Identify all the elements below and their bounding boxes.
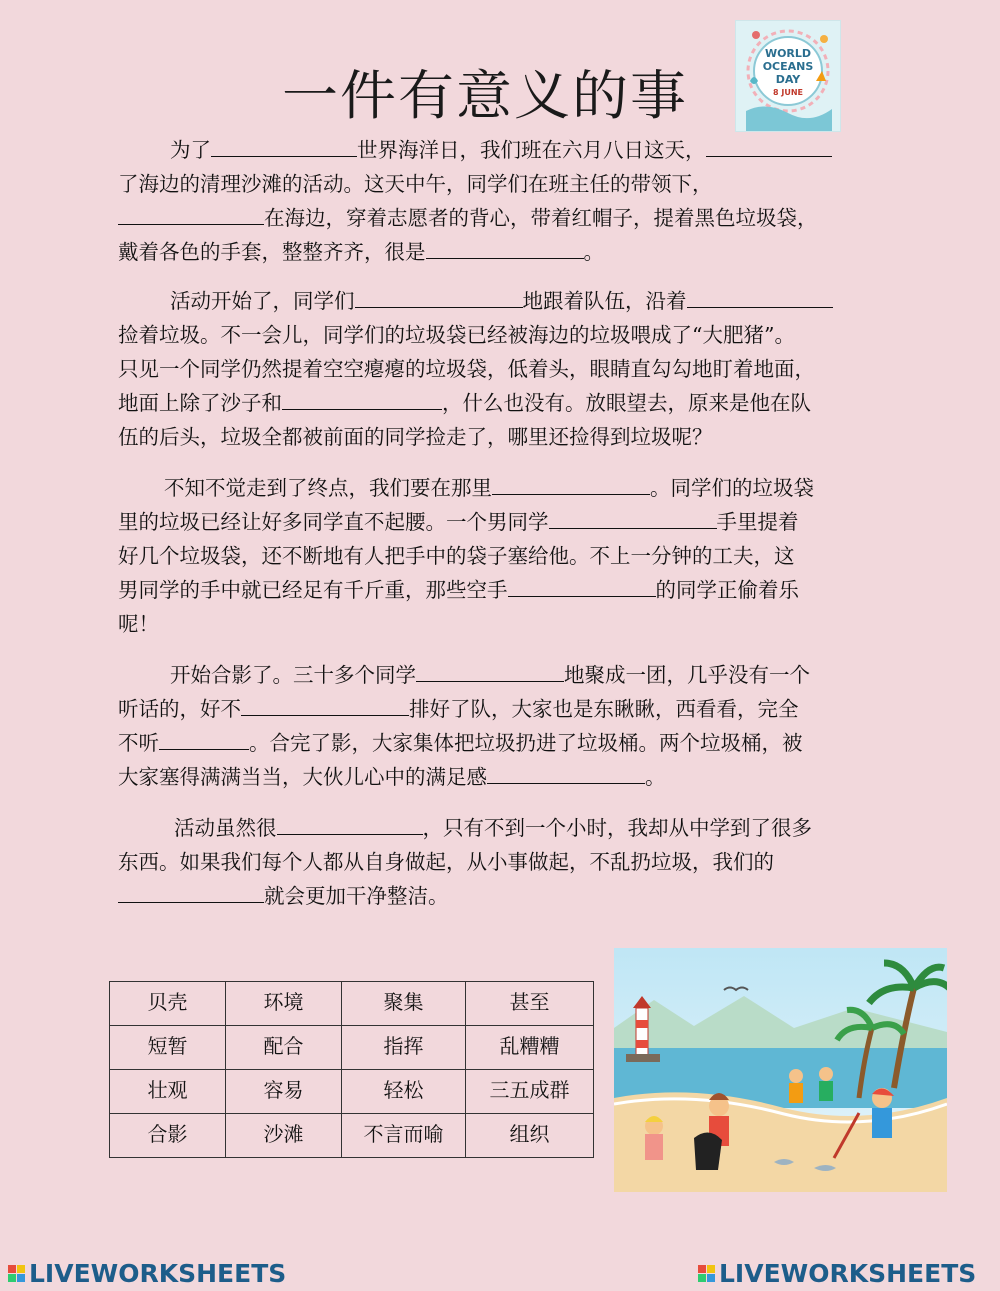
badge-line-world: WORLD <box>764 47 812 60</box>
text: 戴着各色的手套，整整齐齐，很是 <box>118 240 426 264</box>
blank-2[interactable] <box>706 136 832 157</box>
word-cell: 指挥 <box>342 1026 466 1070</box>
blank-11[interactable] <box>416 661 564 682</box>
word-cell: 轻松 <box>342 1070 466 1114</box>
text: 不听 <box>118 731 159 755</box>
paragraph-2 <box>118 284 898 454</box>
table-row <box>110 1026 594 1070</box>
word-cell: 不言而喻 <box>342 1114 466 1158</box>
text: 地聚成一团，几乎没有一个 <box>564 663 810 687</box>
blank-15[interactable] <box>277 814 423 835</box>
text: 的同学正偷着乐 <box>655 578 799 602</box>
text: 东西。如果我们每个人都从自身做起，从小事做起，不乱扔垃圾，我们的 <box>118 850 774 874</box>
text: 为了 <box>170 138 211 162</box>
blank-14[interactable] <box>487 763 645 784</box>
text: 里的垃圾已经让好多同学直不起腰。一个男同学 <box>118 510 549 534</box>
text: 好几个垃圾袋，还不断地有人把手中的袋子塞给他。不上一分钟的工夫，这 <box>118 544 795 568</box>
blank-3[interactable] <box>118 204 264 225</box>
text: 排好了队，大家也是东瞅瞅，西看看，完全 <box>409 697 799 721</box>
word-cell: 沙滩 <box>226 1114 342 1158</box>
worksheet-title: 一件有意义的事 <box>282 65 688 128</box>
paragraph-3 <box>118 471 898 641</box>
text: 大家塞得满满当当，大伙儿心中的满足感 <box>118 765 487 789</box>
badge-text <box>736 47 840 99</box>
word-cell: 合影 <box>110 1114 226 1158</box>
word-cell: 甚至 <box>466 982 594 1026</box>
blank-6[interactable] <box>687 287 833 308</box>
blank-1[interactable] <box>211 136 357 157</box>
word-cell: 贝壳 <box>110 982 226 1026</box>
text: 地跟着队伍，沿着 <box>522 289 687 313</box>
word-cell: 乱糟糟 <box>466 1026 594 1070</box>
text: 。 <box>583 240 604 264</box>
text: 就会更加干净整洁。 <box>264 884 449 908</box>
badge-line-day: DAY <box>775 73 801 86</box>
logo-mark-icon <box>698 1265 715 1282</box>
text: 活动虽然很 <box>174 816 277 840</box>
word-cell: 短暂 <box>110 1026 226 1070</box>
world-oceans-day-badge <box>735 20 841 132</box>
blank-12[interactable] <box>241 695 409 716</box>
beach-cleanup-illustration <box>614 948 947 1192</box>
word-cell: 聚集 <box>342 982 466 1026</box>
text: 伍的后头，垃圾全都被前面的同学捡走了，哪里还捡得到垃圾呢？ <box>118 425 713 449</box>
word-cell: 容易 <box>226 1070 342 1114</box>
word-bank-table <box>109 981 594 1158</box>
blank-7[interactable] <box>282 389 442 410</box>
blank-10[interactable] <box>508 576 656 597</box>
word-cell: 组织 <box>466 1114 594 1158</box>
text: 捡着垃圾。不一会儿，同学们的垃圾袋已经被海边的垃圾喂成了“大肥猪”。 <box>118 323 795 347</box>
word-cell: 配合 <box>226 1026 342 1070</box>
paragraph-5 <box>118 811 898 913</box>
blank-16[interactable] <box>118 882 264 903</box>
text: 地面上除了沙子和 <box>118 391 282 415</box>
logo-text: LIVEWORKSHEETS <box>29 1258 287 1288</box>
liveworksheets-logo-left <box>8 1258 286 1288</box>
text: 世界海洋日，我们班在六月八日这天， <box>357 138 706 162</box>
liveworksheets-logo-right <box>698 1258 976 1288</box>
text: 男同学的手中就已经足有千斤重，那些空手 <box>118 578 508 602</box>
text: 了海边的清理沙滩的活动。这天中午，同学们在班主任的带领下， <box>118 172 713 196</box>
text: 呢！ <box>118 612 159 636</box>
table-row <box>110 982 594 1026</box>
badge-line-oceans: OCEANS <box>762 60 814 73</box>
text: 。同学们的垃圾袋 <box>650 476 814 500</box>
badge-line-date: 8 JUNE <box>773 88 803 97</box>
text: 听话的，好不 <box>118 697 241 721</box>
text: 手里提着 <box>716 510 799 534</box>
text: 不知不觉走到了终点，我们要在那里 <box>164 476 492 500</box>
table-row <box>110 1114 594 1158</box>
blank-4[interactable] <box>426 238 584 259</box>
word-cell: 环境 <box>226 982 342 1026</box>
blank-8[interactable] <box>492 474 650 495</box>
logo-mark-icon <box>8 1265 25 1282</box>
text: 在海边，穿着志愿者的背心，带着红帽子，提着黑色垃圾袋， <box>264 206 818 230</box>
text: 只见一个同学仍然提着空空瘪瘪的垃圾袋，低着头，眼睛直勾勾地盯着地面， <box>118 357 815 381</box>
word-cell: 三五成群 <box>466 1070 594 1114</box>
paragraph-4 <box>118 658 898 794</box>
text: ，什么也没有。放眼望去，原来是他在队 <box>442 391 811 415</box>
blank-9[interactable] <box>549 508 717 529</box>
blank-5[interactable] <box>355 287 523 308</box>
text: 。合完了影，大家集体把垃圾扔进了垃圾桶。两个垃圾桶，被 <box>249 731 803 755</box>
text: 活动开始了，同学们 <box>170 289 355 313</box>
blank-13[interactable] <box>159 729 249 750</box>
text: 开始合影了。三十多个同学 <box>170 663 416 687</box>
table-row <box>110 1070 594 1114</box>
text: 。 <box>645 765 666 789</box>
text: ，只有不到一个小时，我却从中学到了很多 <box>422 816 812 840</box>
logo-text: LIVEWORKSHEETS <box>719 1258 977 1288</box>
paragraph-1 <box>118 133 898 269</box>
word-cell: 壮观 <box>110 1070 226 1114</box>
